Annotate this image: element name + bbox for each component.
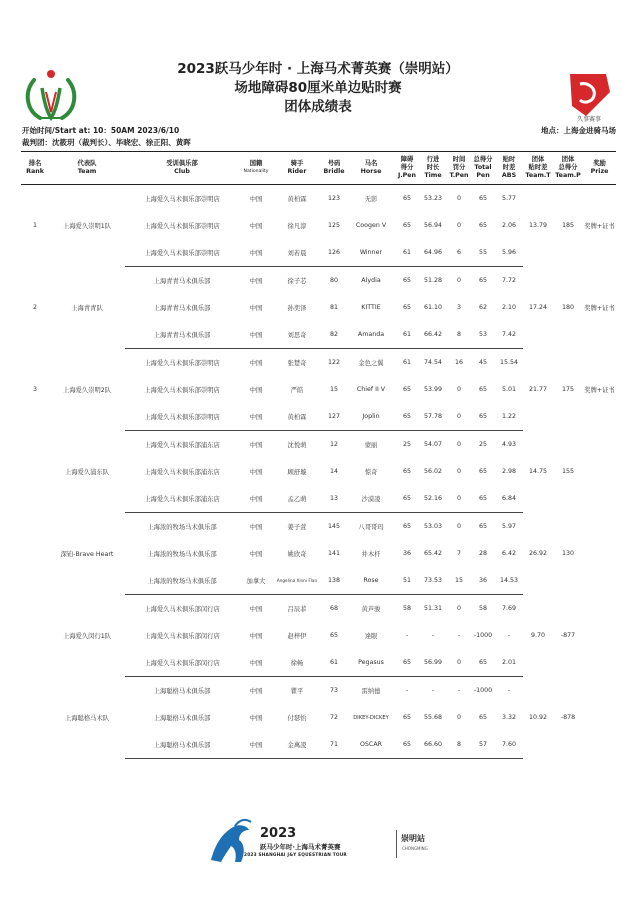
bridle-cell: 13 [321,485,347,513]
nationality-cell: 中国 [249,278,263,285]
jpen-cell: 65 [402,523,411,530]
team-time-cell: 17.24 [528,304,548,311]
nationality-cell: 中国 [239,403,273,431]
table-row [21,431,616,459]
total-cell: 25 [478,441,487,448]
team-cell: 深铂-Brave Heart [60,551,114,558]
abs-cell: 4.93 [501,441,517,448]
organizer-logo-text: 久事赛事 [576,116,602,123]
nationality-cell: 中国 [239,485,273,513]
team-points-cell: -877 [560,632,576,639]
rider-cell: 严皓 [290,387,304,394]
rider-cell: Angelina Xinni Flan [273,567,321,595]
abs-cell: 5.97 [501,523,517,530]
club-cell: 上海爱久马术俱乐部闵行店 [144,633,220,640]
abs-cell: 6.84 [495,485,523,513]
tpen-cell: - [457,687,461,694]
tpen-cell: 15 [447,567,471,595]
tpen-cell: 0 [456,195,461,202]
time-cell: 54.07 [423,441,443,448]
bridle-cell: 122 [327,359,341,366]
rider-cell: 刘思奇 [273,321,321,349]
horse-cell: Alydia [361,277,381,284]
footer-site-en: CHONGMING [402,846,428,851]
time-cell: 73.53 [419,567,447,595]
team-time-cell: 21.77 [528,386,548,393]
jpen-cell: 65 [402,195,411,202]
jpen-cell: 65 [395,649,419,677]
tpen-cell: 6 [447,239,471,267]
time-cell: 64.96 [419,239,447,267]
horse-cell: Winner [347,239,395,267]
total-cell: 28 [478,550,487,557]
rider-cell: 赵梓伊 [287,633,307,640]
rider-cell: 金萬凌 [273,731,321,759]
nationality-cell: 中国 [249,715,263,722]
time-cell: 74.54 [423,359,443,366]
jpen-cell: 65 [402,277,411,284]
bridle-cell: 141 [327,550,341,557]
jpen-cell: 65 [395,731,419,759]
horse-cell: 金色之翼 [358,360,384,367]
tpen-cell: 0 [456,441,461,448]
nationality-cell: 中国 [249,442,263,449]
horse-cell: Pegasus [347,649,395,677]
rider-cell: 徐凡淳 [287,223,307,230]
tpen-cell: 0 [456,523,461,530]
col-prize: 奖励 Prize [583,152,616,185]
start-time: 开始时间/Start at: 10：50AM 2023/6/10 [22,126,180,135]
bridle-cell: 73 [329,687,338,694]
time-cell: 53.23 [423,195,443,202]
prize-cell [583,677,616,759]
club-cell: 上海浓的牧场马术俱乐部 [147,551,217,558]
abs-cell: 3.32 [501,714,517,721]
jpen-cell: 61 [395,321,419,349]
col-horse: 马名 Horse [347,152,395,185]
total-cell: 62 [478,304,487,311]
time-cell: 51.28 [423,277,443,284]
nationality-cell: 中国 [249,223,263,230]
rider-cell: 徐畅 [273,649,321,677]
total-cell: 65 [478,386,487,393]
horse-cell: Coogen V [355,222,387,229]
results-table [21,151,616,759]
tpen-cell: 7 [456,550,461,557]
tpen-cell: 16 [454,359,463,366]
horse-cell: 達眼 [364,633,378,640]
abs-cell: - [507,632,511,639]
col-tpen: 时间 罚分 T.Pen [447,152,471,185]
rank-cell [21,513,49,595]
abs-cell: 5.77 [501,195,517,202]
col-nationality: 国籍 Nationality [239,152,273,185]
abs-cell: 2.06 [501,222,517,229]
col-team-p: 团体 总得分 Team.P [553,152,583,185]
nationality-cell: 中国 [239,649,273,677]
jpen-cell: 25 [402,441,411,448]
team-time-cell: 26.92 [528,550,548,557]
nationality-cell: 中国 [249,633,263,640]
prize-cell [583,431,616,513]
jpen-cell: 65 [395,403,419,431]
team-cell: 上海青青队 [71,305,103,312]
rider-cell: 黄柏霖 [287,196,307,203]
time-cell: 53.03 [423,523,443,530]
time-cell: 56.02 [423,468,443,475]
time-cell: 55.68 [423,714,443,721]
total-cell: -1000 [473,687,493,694]
abs-cell: 7.72 [501,277,517,284]
jpen-cell: 36 [402,550,411,557]
header-row [21,152,616,185]
horse-cell: Rose [347,567,395,595]
horse-cell: Amanda [347,321,395,349]
horse-cell: KITTIE [361,304,381,311]
jpen-cell: 61 [395,239,419,267]
rider-cell: 孟乙萌 [273,485,321,513]
club-cell: 上海爱久马术俱乐部崇明店 [144,360,220,367]
nationality-cell: 中国 [249,688,263,695]
time-cell: - [431,687,435,694]
team-points-cell: 185 [561,222,575,230]
prize-cell: 奖牌+证书 [584,387,615,394]
total-cell: 57 [471,731,495,759]
tpen-cell: 0 [456,222,461,229]
jpen-cell: 58 [402,605,411,612]
prize-cell [583,513,616,595]
tpen-cell: 8 [447,321,471,349]
tpen-cell: 8 [447,731,471,759]
abs-cell: 7.69 [501,605,517,612]
abs-cell: - [507,687,511,694]
bridle-cell: 68 [329,605,338,612]
bridle-cell: 126 [321,239,347,267]
time-cell: 61.10 [423,304,443,311]
club-cell: 上海青青马术俱乐部 [125,321,239,349]
footer-event-en: 2023 SHANGHAI J&Y EQUESTRIAN TOUR [244,853,347,858]
total-cell: 65 [471,649,495,677]
team-points-cell: 130 [561,550,575,557]
report-title: 团体成绩表 [284,99,352,115]
club-cell: 上海爱久马术俱乐部闵行店 [125,649,239,677]
time-cell: 66.42 [419,321,447,349]
jpen-cell: 65 [402,222,411,229]
abs-cell: 2.01 [495,649,523,677]
tpen-cell: 0 [456,468,461,475]
club-cell: 上海爱久马术俱乐部闵行店 [144,606,220,613]
total-cell: 55 [471,239,495,267]
nationality-cell: 中国 [239,321,273,349]
horse-cell: 井木杆 [361,551,381,558]
rider-cell: 付瑟怡 [287,715,307,722]
club-cell: 上海爱久马术俱乐部崇明店 [125,239,239,267]
club-cell: 上海聪格马术俱乐部 [153,688,211,695]
horse-cell: 沙漠凌 [347,485,395,513]
jpen-cell: 65 [402,468,411,475]
tpen-cell: 3 [456,304,461,311]
team-time-cell: 9.70 [530,632,546,639]
club-cell: 上海爱久马术俱乐部崇明店 [125,403,239,431]
club-cell: 上海浓的牧场马术俱乐部 [147,524,217,531]
club-cell: 上海聪格马术俱乐部 [153,715,211,722]
team-time-cell: 13.79 [528,222,548,230]
nationality-cell: 中国 [249,551,263,558]
footer-separator [396,830,397,858]
horse-cell: 八哥哥玛 [358,524,384,531]
time-cell: 53.99 [423,386,443,393]
total-cell: 65 [471,485,495,513]
col-team-t: 团体 贴时差 Team.T [523,152,553,185]
total-cell: 65 [478,523,487,530]
rank-cell [21,431,49,513]
prize-cell [583,595,616,677]
col-total: 总得分 Total Pen [471,152,495,185]
club-cell: 上海爱久马术俱乐部浦东店 [125,485,239,513]
footer-site-cn: 崇明站 [401,834,425,843]
total-cell: 65 [471,403,495,431]
bridle-cell: 81 [329,304,338,311]
horse-cell: 蒙丽 [364,442,378,449]
time-cell: 51.31 [423,605,443,612]
horse-cell: 雷纳德 [361,688,381,695]
nationality-cell: 中国 [249,360,263,367]
rider-cell: 顾舒璇 [287,469,307,476]
club-cell: 上海青青马术俱乐部 [153,305,211,312]
abs-cell: 14.53 [495,567,523,595]
time-cell: 56.94 [423,222,443,229]
jpen-cell: - [405,632,409,639]
rank-cell: 2 [32,304,37,311]
abs-cell: 15.54 [499,359,519,366]
nationality-cell: 中国 [249,606,263,613]
rank-cell: 3 [32,386,37,393]
total-cell: 36 [471,567,495,595]
abs-cell: 1.22 [495,403,523,431]
prize-cell: 奖牌+证书 [584,305,615,312]
rider-cell: 瞿平 [290,688,304,695]
horse-cell: DIKEY-DICKEY [353,714,389,721]
footer-event-cn: 跃马少年时·上海马术菁英赛 [260,843,341,851]
team-cell: 上海爱久浦东队 [64,469,110,476]
bridle-cell: 72 [329,714,338,721]
tpen-cell: 0 [447,649,471,677]
horse-cell: Joplin [347,403,395,431]
team-time-cell: 10.92 [528,714,548,721]
total-cell: -1000 [473,632,493,639]
event-title: 2023跃马少年时 · 上海马术菁英赛（崇明站） [177,61,459,77]
rider-cell: 姜子萱 [287,524,307,531]
jpen-cell: 65 [402,304,411,311]
table-row [21,349,616,377]
team-points-cell: 175 [561,386,575,393]
tpen-cell: 0 [456,605,461,612]
class-title: 场地障碍80厘米单边贴时赛 [234,80,402,96]
jpen-cell: 61 [402,359,411,366]
col-jpen: 障碍 得分 J.Pen [395,152,419,185]
abs-cell: 2.10 [501,304,517,311]
horse-cell: 惊奇 [364,469,378,476]
rider-cell: 徐子芯 [287,278,307,285]
nationality-cell: 中国 [239,731,273,759]
table-row [21,677,616,705]
nationality-cell: 中国 [249,524,263,531]
tpen-cell: 0 [447,403,471,431]
bridle-cell: 145 [327,523,341,530]
abs-cell: 5.01 [501,386,517,393]
venue: 地点：上海金进骑马场 [541,126,616,135]
bridle-cell: 123 [327,195,341,202]
time-cell: 57.78 [419,403,447,431]
time-cell: 66.60 [419,731,447,759]
abs-cell: 2.98 [501,468,517,475]
bridle-cell: 127 [321,403,347,431]
team-cell: 上海聪格马术队 [64,715,110,722]
nationality-cell: 中国 [249,196,263,203]
team-points-cell: 155 [561,468,575,475]
jpen-cell: 65 [402,386,411,393]
rider-cell: 沈悦萌 [287,442,307,449]
bridle-cell: 80 [329,277,338,284]
judges: 裁判团：沈筱玥（裁判长）、毕晓宏、徐正阳、黄晖 [22,138,191,147]
rank-cell [21,595,49,677]
bridle-cell: 138 [321,567,347,595]
bridle-cell: 61 [321,649,347,677]
abs-cell: 6.42 [501,550,517,557]
nationality-cell: 中国 [249,387,263,394]
bridle-cell: 125 [327,222,341,229]
total-cell: 65 [478,222,487,229]
bridle-cell: 14 [329,468,338,475]
team-time-cell: 14.75 [528,468,548,475]
table-row [21,595,616,623]
col-abs: 贴时 时差 ABS [495,152,523,185]
time-cell: - [431,632,435,639]
tpen-cell: 0 [456,386,461,393]
rider-cell: 吕辰菲 [287,606,307,613]
club-cell: 上海浓的牧场马术俱乐部 [125,567,239,595]
bridle-cell: 12 [329,441,338,448]
results-table-wrap [21,151,616,759]
total-cell: 58 [478,605,487,612]
time-cell: 65.42 [423,550,443,557]
abs-cell: 7.60 [495,731,523,759]
table-row [21,267,616,295]
total-cell: 65 [478,277,487,284]
col-time: 行进 时长 Time [419,152,447,185]
club-cell: 上海聪格马术俱乐部 [125,731,239,759]
jpen-cell: 65 [402,714,411,721]
team-points-cell: 180 [561,304,575,311]
rider-cell: 黄柏霖 [273,403,321,431]
abs-cell: 5.96 [495,239,523,267]
nationality-cell: 中国 [239,239,273,267]
team-cell: 上海爱久崇明1队 [62,223,112,231]
nationality-cell: 加拿大 [239,567,273,595]
tpen-cell: 0 [456,277,461,284]
tpen-cell: 0 [456,714,461,721]
team-cell: 上海爱久闵行1队 [62,633,112,640]
total-cell: 45 [478,359,487,366]
horse-cell: 黄芦骏 [361,606,381,613]
jpen-cell: - [405,687,409,694]
abs-cell: 7.42 [495,321,523,349]
team-cell: 上海爱久崇明2队 [62,387,112,394]
total-cell: 65 [478,714,487,721]
bridle-cell: 71 [321,731,347,759]
rider-cell: 姚欣奇 [287,551,307,558]
total-cell: 65 [478,195,487,202]
bridle-cell: 15 [329,386,338,393]
horse-cell: OSCAR [347,731,395,759]
nationality-cell: 中国 [249,305,263,312]
time-cell: 56.99 [419,649,447,677]
club-cell: 上海青青马术俱乐部 [153,278,211,285]
prize-cell: 奖牌+证书 [584,223,615,231]
table-row [21,513,616,541]
rider-cell: 张楚奇 [287,360,307,367]
title-block [0,60,636,117]
col-team: 代表队 Team [49,152,125,185]
col-rider: 骑手 Rider [273,152,321,185]
club-cell: 上海爱久马术俱乐部崇明店 [144,196,220,203]
horse-cell: Chief II V [356,386,386,393]
jpen-cell: 65 [395,485,419,513]
club-cell: 上海爱久马术俱乐部浦东店 [144,442,220,449]
footer-year: 2023 [260,826,297,841]
club-cell: 上海爱久马术俱乐部崇明店 [144,387,220,394]
table-row [21,185,616,213]
rider-cell: 刘若晨 [273,239,321,267]
club-cell: 上海爱久马术俱乐部浦东店 [144,469,220,476]
total-cell: 65 [478,468,487,475]
jpen-cell: 51 [395,567,419,595]
total-cell: 53 [471,321,495,349]
time-cell: 52.16 [419,485,447,513]
horse-cell: 无影 [364,196,378,203]
col-rank: 排名 Rank [21,152,49,185]
tpen-cell: - [457,632,461,639]
team-points-cell: -878 [560,714,576,721]
club-cell: 上海爱久马术俱乐部崇明店 [144,223,220,230]
rank-cell [21,677,49,759]
results-body [21,185,616,759]
tpen-cell: 0 [447,485,471,513]
nationality-cell: 中国 [249,469,263,476]
bridle-cell: 82 [321,321,347,349]
rank-cell: 1 [32,222,37,230]
col-bridle: 号码 Bridle [321,152,347,185]
col-club: 受训俱乐部 Club [125,152,239,185]
rider-cell: 孙奕泽 [287,305,307,312]
bridle-cell: 65 [329,632,338,639]
